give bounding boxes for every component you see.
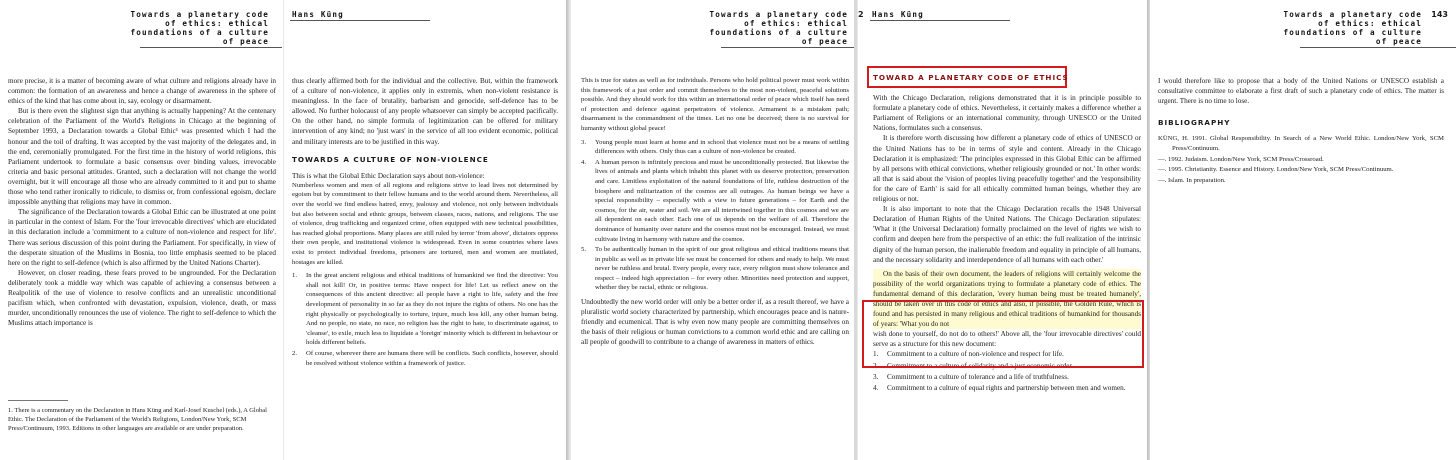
paragraph: With the Chicago Declaration, religions demonstrated that it is in principle possible to formulate a planetary code of ethics. Nevertheless, it certainly makes a difference whether a Parliament of Religions or an international community, through UNESCO or the United Nations, formulates such a consensus. bbox=[873, 94, 1141, 133]
paragraph: I would therefore like to propose that a body of the United Nations or UNESCO establish a consultative committee to elaborate a first draft of such a planetary code of ethics. The matter is urgent. There is no time to lose. bbox=[1158, 77, 1444, 106]
section-heading: TOWARDS A CULTURE OF NON-VIOLENCE bbox=[292, 154, 489, 164]
body-text bbox=[581, 76, 849, 348]
running-head-line: of ethics: ethical bbox=[1318, 19, 1422, 28]
header-rule bbox=[1300, 47, 1456, 48]
bibliography bbox=[1158, 134, 1444, 185]
page-5 bbox=[1150, 0, 1456, 460]
numbered-list bbox=[292, 271, 558, 368]
page-2 bbox=[283, 0, 566, 460]
list-item bbox=[292, 271, 558, 348]
running-head bbox=[1283, 10, 1422, 46]
running-head-line: of ethics: ethical bbox=[744, 19, 848, 28]
paragraph: It is therefore worth discussing how different a planetary code of ethics of UNESCO or the United Nations has to be in terms of style and content. Already in the Chicago Declaration it is emphasized: 'The principles expressed in this Global Ethic can be affirmed by all persons with ethical convictions, whether religiously grounded or not.' In other words: all that is said about the 'vision of peoples living peacefully together' and the 'responsibility for the care of Earth' is said for all ethically committed human beings, whether they are religious or not. bbox=[873, 134, 1141, 204]
list-text: Commitment to a culture of tolerance and a life of truthfulness. bbox=[887, 372, 1069, 381]
list-number: 4. bbox=[873, 383, 879, 392]
list-number: 3. bbox=[581, 138, 587, 146]
paragraph: This is what the Global Ethic Declaration says about non-violence: bbox=[292, 171, 485, 180]
header-rule bbox=[140, 47, 282, 48]
list-text: Of course, wherever there are humans there will be conflicts. Such conflicts, however, should be resolved without violence within a framework of justice. bbox=[306, 349, 558, 367]
body-text bbox=[292, 76, 558, 372]
page-1 bbox=[0, 0, 283, 460]
running-head-line: Towards a planetary code bbox=[130, 10, 269, 19]
list-text: In the great ancient religious and ethical traditions of humankind we find the directive: You shall not kill! Or, in positive terms: Have respect for life! Let us reflect anew on the consequences of this ancient directive: all people have a right to life, safety and the free development of personality in so far as they do not injure the rights of others. No one has the right physically or psychologically to torture, injure, much less kill, any other human being. And no people, no state, no race, no religion has the right to hate, to discriminate against, to 'cleanse', to exile, much less to liquidate a 'foreign' minority which is different in behaviour or holds different beliefs. bbox=[306, 272, 558, 347]
list-number: 3. bbox=[873, 372, 879, 381]
paragraph: wish done to yourself, do not do to others!' Above all, the 'four irrevocable directives' could serve as a structure for this new document: bbox=[873, 330, 1141, 349]
block-quote: Numberless women and men of all regions and religions strive to lead lives not determined by egoism but by commitment to their fellow humans and to the world around them. Nevertheless, all over the world we find endless hatred, envy, jealousy and violence, not only between individuals but also between social and ethnic groups, between classes, races, nations, and religions. The use of violence, drug trafficking and organized crime, often equipped with new technical possibilities, has reached global proportions. Many places are still ruled by terror 'from above', dictators oppress their own people, and institutional violence is widespread. Even in some countries where laws exist to protect individual freedoms, prisoners are tortured, men and women are mutilated, hostages are killed. bbox=[292, 181, 558, 266]
list-item bbox=[581, 158, 849, 244]
page-4 bbox=[857, 0, 1147, 460]
highlight-box bbox=[862, 300, 1144, 368]
page-3 bbox=[571, 0, 854, 460]
body-text bbox=[8, 76, 276, 328]
paragraph: But is there even the slightest sign that anything is actually happening? At the centenary celebration of the Parliament of the World's Religions in Chicago at the beginning of September 1993, a Declaration towards a Global Ethic¹ was presented which I had the honour and the toil of drafting. It was accepted by the vast majority of the delegates and, in the end, ceremonially promulgated. For the first time in the history of world religions, this Parliament undertook to formulate a basic consensus over binding values, irrevocable criteria and basic personal attitudes. Granted, such a declaration will not change the world overnight, but it will encourage all those who are already committed to it and put to shame those who tend rather ironically to ridicule, to dismiss or, from confessional egoism, declare impossible anything that religions may have in common. bbox=[8, 107, 276, 207]
list-item bbox=[292, 349, 558, 368]
footnote: 1. There is a commentary on the Declaration in Hans Küng and Karl-Josef Kuschel (eds.), A Global Ethic. The Declaration of the Parliament of the World's Religions, London/New York, SCM Press/Continuum, 1993. Editions in other languages are available or are under preparation. bbox=[8, 407, 267, 432]
running-head bbox=[709, 10, 848, 46]
list-number: 2. bbox=[873, 361, 879, 370]
running-head-line: of ethics: ethical bbox=[165, 19, 269, 28]
list-text: To be authentically human in the spirit of our great religious and ethical traditions means that in public as well as in private life we must be concerned for others and ready to help. We must never be ruthless and brutal. Every people, every race, every religion must show tolerance and respect – indeed high appreciation – for every other. Minorities need protection and support, whether they be racial, ethnic or religious. bbox=[595, 246, 849, 292]
list-number: 1. bbox=[873, 350, 879, 359]
bibliography-entry: —. 1995. Christianity. Essence and History. London/New York, SCM Press/Continuum. bbox=[1158, 166, 1394, 174]
header-rule bbox=[290, 20, 430, 21]
page-number: 2 bbox=[858, 10, 864, 19]
paragraph: thus clearly affirmed both for the individual and the collective. But, within the framework of a culture of non-violence, it applies only in extremis, when non-violent resistance is meaningless. In the face of brutality, barbarism and genocide, self-defence has to be allowed. No further holocaust of any people whatsoever can simply be accepted pacifically. On the other hand, no simple formula of legitimization can be offered for military intervention of any kind; no 'just wars' in the service of all too evident economic, political and military interests are to be justified in this way. bbox=[292, 77, 558, 146]
running-head-line: foundations of a culture bbox=[1283, 28, 1422, 37]
page-number: 143 bbox=[1431, 10, 1448, 19]
running-head-line: of peace bbox=[801, 37, 848, 46]
block-quote: This is true for states as well as for individuals. Persons who hold political power must work within this framework of a just order and commit themselves to the most non-violent, peaceful solutions possible. And they should work for this within an international order of peace which itself has need of protection and defence against perpetrators of violence. Armament is a mistaken path; disarmament is the commandment of the times. Let no one be deceived; there is no survival for humanity without global peace! bbox=[581, 77, 849, 132]
list-number: 2. bbox=[292, 349, 298, 357]
list-text: Commitment to a culture of equal rights and partnership between men and women. bbox=[887, 383, 1126, 392]
running-head bbox=[130, 10, 269, 46]
highlighted-paragraph: On the basis of their own document, the leaders of religions will certainly welcome the possibility of the world organizations trying to formulate a planetary code of ethics. The fundamental demand of this declaration, 'every human being must be treated humanely', should be taken over in this code of ethics and also, if possible, the Golden Rule, which is found and has persisted in many religious and ethical traditions of humankind for thousands of years: 'What you do not bbox=[873, 269, 1141, 329]
bibliography-entry: KÜNG, H. 1991. Global Responsibility. In Search of a New World Ethic. London/New York, SCM Press/Continuum. bbox=[1158, 135, 1444, 152]
running-head-line: foundations of a culture bbox=[130, 28, 269, 37]
running-head-line: foundations of a culture bbox=[709, 28, 848, 37]
footnote-rule bbox=[8, 400, 68, 401]
numbered-list bbox=[581, 138, 849, 294]
body-text bbox=[1158, 76, 1444, 189]
header-rule bbox=[721, 47, 854, 48]
paragraph: Undoubtedly the new world order will only be a better order if, as a result thereof, we have a pluralistic world society characterized by partnership, which encourages peace and is nature-friendly and ecumenical. That is why even now many people are committing themselves on the basis of their religious or human convictions to a common world ethic and are calling on all people of goodwill to contribute to a change of awareness in matters of ethics. bbox=[581, 298, 849, 347]
paragraph: However, on closer reading, these fears proved to be ungrounded. For the Declaration deliberately took a middle way which was capable of achieving a consensus between a Realpolitik of the use of violence to resolve conflicts and an unrealistic unconditional pacifism which, when confronted with devastation, expulsion, violence, death, or mass murder, unconditionally renounces the use of violence. The right to self-defence to which the Muslims attach importance is bbox=[8, 268, 276, 328]
paragraph: The significance of the Declaration towards a Global Ethic can be illustrated at one point in particular in the context of Islam. For the 'four irrevocable directives' which are elucidated in this declaration include a 'commitment to a culture of non-violence and respect for life'. There was serious discussion of this point during the Parliament. For specifically, in view of the desperate situation of the Muslims in Bosnia, too little emphasis seemed to be placed here on the right to self-defence (which is also affirmed by the United Nations Charter). bbox=[8, 208, 276, 267]
paragraph: more precise, it is a matter of becoming aware of what culture and religions already have in common: the formation of an awareness and hence a change of awareness in the sphere of ethics of the kind that has come about in, say, ecology or disarmament. bbox=[8, 77, 276, 106]
list-text: A human person is infinitely precious and must be unconditionally protected. But likewise the lives of animals and plants which inhabit this planet with us deserve protection, preservation and care. Limitless exploitation of the natural foundations of life, ruthless destruction of the biosphere and militarization of the cosmos are all outrages. As human beings we have a special responsibility – especially with a view to future generations – for Earth and the cosmos, for the air, water and soil. We are all intertwined together in this cosmos and we are all dependent on each other. Each one of us depends on the welfare of all. Therefore the dominance of humanity over nature and the cosmos must not be encouraged. Instead, we must cultivate living in harmony with nature and the cosmos. bbox=[595, 158, 849, 243]
running-head-author: Hans Küng bbox=[292, 10, 344, 19]
list-text: Commitment to a culture of solidarity and a just economic order. bbox=[887, 361, 1074, 370]
list-number: 4. bbox=[581, 158, 587, 166]
list-item bbox=[581, 138, 849, 157]
list-text: Young people must learn at home and in school that violence must not be a means of settling differences with others. Only thus can a culture of non-violence be created. bbox=[595, 138, 849, 156]
running-head-line: of peace bbox=[1375, 37, 1422, 46]
running-head-line: of peace bbox=[222, 37, 269, 46]
list-item bbox=[873, 372, 1141, 382]
list-item bbox=[581, 245, 849, 293]
running-head-line: Towards a planetary code bbox=[709, 10, 848, 19]
list-number: 5. bbox=[581, 246, 587, 254]
bibliography-entry: —. 1992. Judaism. London/New York, SCM Press/Crossroad. bbox=[1158, 155, 1324, 163]
bibliography-heading: BIBLIOGRAPHY bbox=[1158, 118, 1231, 128]
list-number: 1. bbox=[292, 272, 298, 280]
running-head-author: Hans Küng bbox=[872, 10, 924, 19]
header-rule bbox=[870, 20, 1010, 21]
running-head-line: Towards a planetary code bbox=[1283, 10, 1422, 19]
list-text: Commitment to a culture of non-violence and respect for life. bbox=[887, 350, 1064, 359]
list-item bbox=[873, 383, 1141, 393]
section-heading: TOWARD A PLANETARY CODE OF ETHICS bbox=[873, 73, 1069, 82]
bibliography-entry: —. Islam. In preparation. bbox=[1158, 176, 1226, 184]
paragraph: It is also important to note that the Chicago Declaration recalls the 1948 Universal Declaration of Human Rights of the United Nations. The Chicago Declaration stipulates: 'What it (the Universal Declaration) formally proclaimed on the level of rights we wish to confirm and deepen here from the perspective of an ethic: the full realization of the intrinsic dignity of the human person, the inalienable freedom and equality in principle of all humans, and the necessary solidarity and interdependence of all humans with each other.' bbox=[873, 205, 1141, 264]
